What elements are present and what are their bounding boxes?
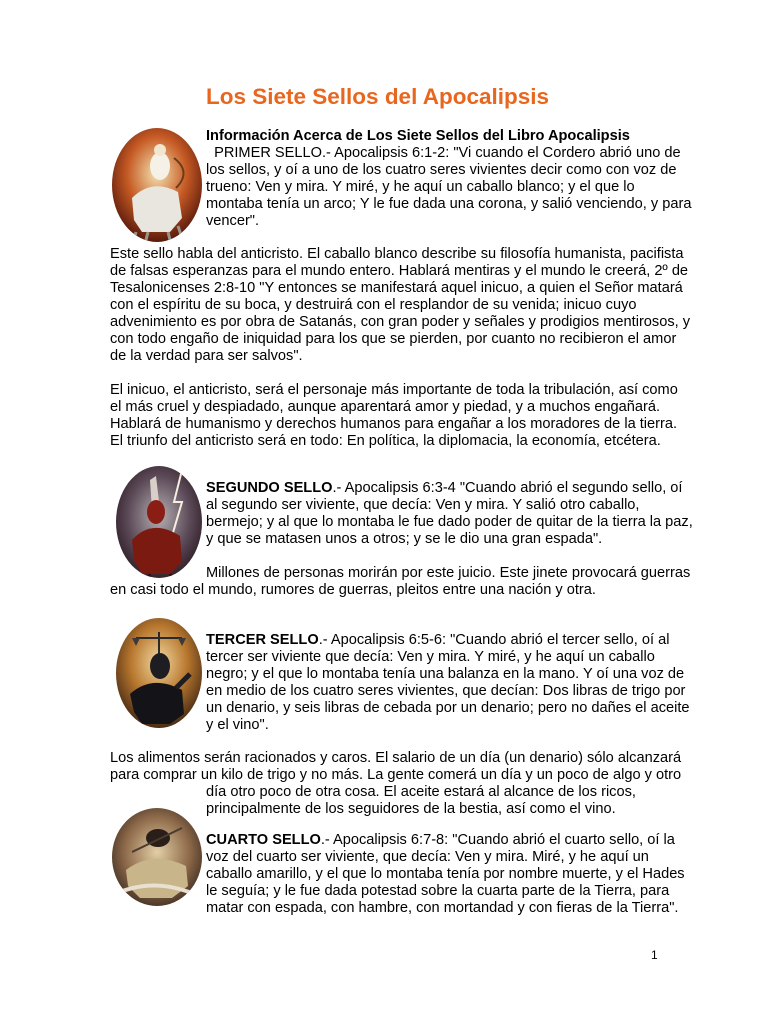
- third-seal-commentary: [110, 750, 681, 784]
- commentary-line: de la verdad para ser salvos".: [110, 348, 303, 364]
- second-seal-label: SEGUNDO SELLO: [206, 480, 333, 496]
- second-seal-commentary-cont: [110, 582, 596, 599]
- third-seal-commentary-indented: [206, 784, 636, 818]
- third-seal-line: negro; y el que lo montaba tenía una balanza en la mano. Y oí una voz de: [206, 666, 685, 682]
- pale-horse-illustration: [112, 808, 202, 906]
- commentary-line: Este sello habla del anticristo. El caballo blanco describe su filosofía humanista, pacifista: [110, 246, 684, 262]
- third-seal-line: tercer ser viviente que decía: Ven y mira. Y miré, y he aquí un caballo: [206, 649, 655, 665]
- page-number: 1: [651, 948, 658, 962]
- third-seal-commentary-line: día otro poco de otra cosa. El aceite estará al alcance de los ricos,: [206, 784, 636, 800]
- commentary-line: El inicuo, el anticristo, será el personaje más importante de toda la tribulación, así como: [110, 382, 678, 398]
- second-seal-commentary: Millones de personas morirán por este juicio. Este jinete provocará guerras: [206, 565, 691, 581]
- second-seal-text: [206, 480, 693, 582]
- white-horse-illustration: [112, 128, 202, 242]
- fourth-seal-label: CUARTO SELLO: [206, 832, 321, 848]
- third-seal-line: en medio de los cuatro seres vivientes, que decían: Dos libras de trigo por: [206, 683, 686, 699]
- second-seal-reference: .- Apocalipsis 6:3-4 "Cuando abrió el segundo sello, oí: [332, 480, 683, 496]
- fourth-seal-line: voz del cuarto ser viviente, que decía: Ven y mira. Miré, y he aquí un: [206, 849, 649, 865]
- commentary-line: Hablará de humanismo y derechos humanos para engañar a los moradores de la tierra.: [110, 416, 678, 432]
- third-seal-commentary-line: Los alimentos serán racionados y caros. El salario de un día (un denario) sólo alcanzará: [110, 750, 682, 766]
- commentary-line: de falsas esperanzas para el mundo entero. Hablará mentiras y el mundo le creerá, 2º de: [110, 263, 689, 279]
- first-seal-line: vencer".: [206, 213, 260, 229]
- third-seal-reference: .- Apocalipsis 6:5-6: "Cuando abrió el tercer sello, oí al: [318, 632, 670, 648]
- commentary-line: advenimiento es por obra de Satanás, con gran poder y señales y prodigios mentirosos, y: [110, 314, 691, 330]
- third-seal-line: y el vino".: [206, 717, 269, 733]
- fourth-seal-line: matar con espada, con hambre, con mortandad y con fieras de la Tierra".: [206, 900, 679, 916]
- first-seal-line: montaba tenía un arco; Y le fue dada una corona, y salió venciendo, y para: [206, 196, 692, 212]
- fourth-seal-line: le seguía; y le fue dada potestad sobre la cuarta parte de la Tierra, para: [206, 883, 670, 899]
- intro-heading: Información Acerca de Los Siete Sellos del Libro Apocalipsis: [206, 128, 630, 144]
- first-seal-text: [206, 128, 691, 230]
- third-seal-label: TERCER SELLO: [206, 632, 319, 648]
- second-seal-line: bermejo; y al que lo montaba le fue dado poder de quitar de la tierra la paz,: [206, 514, 693, 530]
- second-seal-line: al segundo ser viviente, que decía: Ven y mira. Y salió otro caballo,: [206, 497, 640, 513]
- third-seal-text: [206, 632, 690, 734]
- third-seal-commentary-line: para comprar un kilo de trigo y no más. La gente comerá un día y un poco de algo y otro: [110, 767, 682, 783]
- commentary-line: el más cruel y despiadado, aunque aparentará amor y piedad, y a muchos engañará.: [110, 399, 661, 415]
- third-seal-line: un denario, y seis libras de cebada por un denario; pero no dañes el aceite: [206, 700, 690, 716]
- commentary-line: con el espíritu de su boca, y destruirá con el resplandor de su venida; inicuo cuyo: [110, 297, 637, 313]
- first-seal-commentary: [110, 246, 690, 450]
- second-seal-line: y que se matasen unos a otros; y se le dio una gran espada".: [206, 531, 603, 547]
- commentary-line: Tesalonicenses 2:8-10 "Y entonces se manifestará aquel inicuo, a quien el Señor matará: [110, 280, 683, 296]
- commentary-line: con todo engaño de iniquidad para los que se pierden, por cuanto no recibieron el amor: [110, 331, 677, 347]
- fourth-seal-text: [206, 832, 685, 917]
- third-seal-commentary-line: principalmente de los seguidores de la bestia, así como el vino.: [206, 801, 616, 817]
- fourth-seal-line: caballo amarillo, y el que lo montaba tenía por nombre muerte, y el Hades: [206, 866, 685, 882]
- red-horse-illustration: [116, 466, 202, 578]
- black-horse-illustration: [116, 618, 202, 728]
- fourth-seal-reference: .- Apocalipsis 6:7-8: "Cuando abrió el cuarto sello, oí la: [320, 832, 675, 848]
- first-seal-line: trueno: Ven y mira. Y miré, y he aquí un caballo blanco; y el que lo: [206, 179, 635, 195]
- page-title: Los Siete Sellos del Apocalipsis: [206, 84, 550, 109]
- second-seal-commentary: en casi todo el mundo, rumores de guerras, pleitos entre una nación y otra.: [110, 582, 596, 598]
- first-seal-line: los sellos, y oí a uno de los cuatro seres vivientes decir como con voz de: [206, 162, 677, 178]
- first-seal-line: PRIMER SELLO.- Apocalipsis 6:1-2: "Vi cuando el Cordero abrió uno de: [206, 145, 681, 161]
- commentary-line: El triunfo del anticristo será en todo: En política, la diplomacia, la economía, etcétera.: [110, 433, 661, 449]
